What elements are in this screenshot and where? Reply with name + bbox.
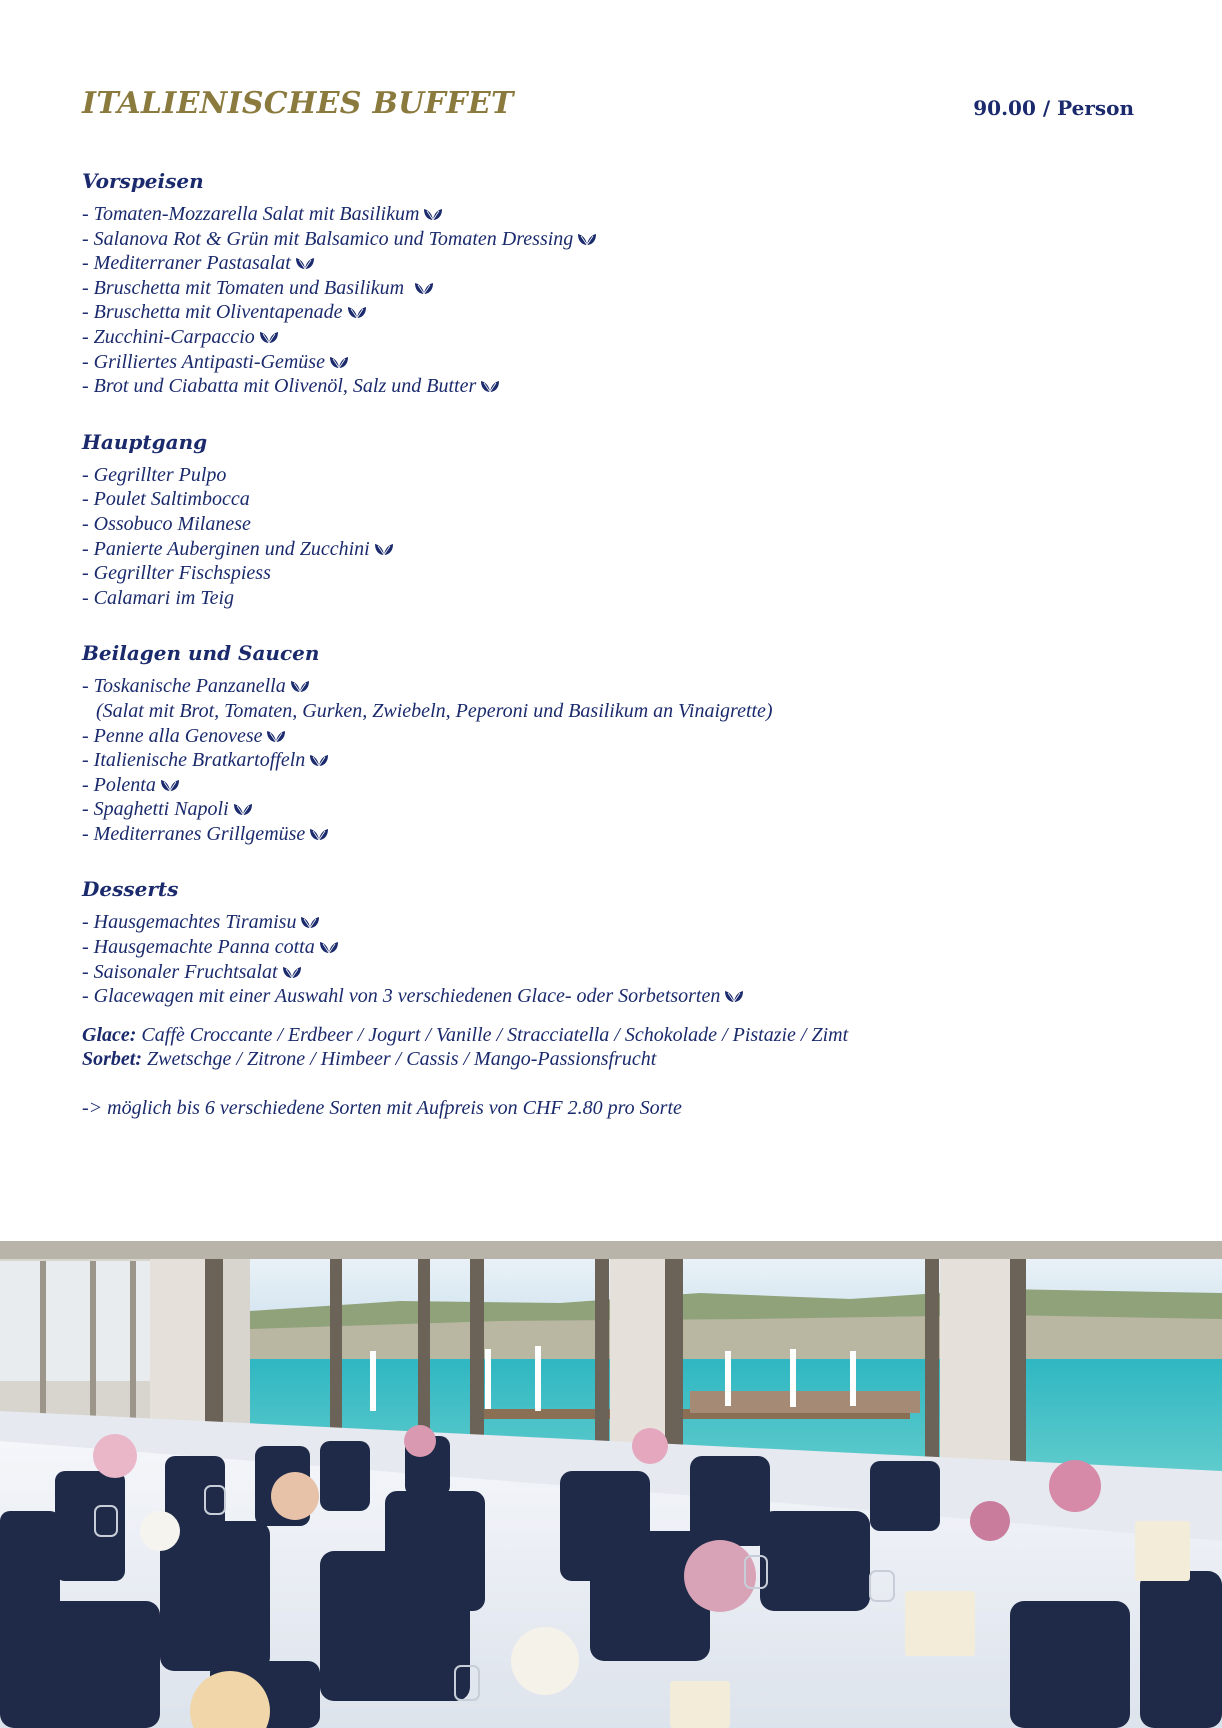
menu-item: - Saisonaler Fruchtsalat <box>82 960 1142 985</box>
vegetarian-leaf-icon <box>309 827 329 841</box>
menu-item: - Glacewagen mit einer Auswahl von 3 verschiedenen Glace- oder Sorbetsorten <box>82 984 1142 1009</box>
menu-item: - Bruschetta mit Oliventapenade <box>82 300 1142 325</box>
vegetarian-leaf-icon <box>577 232 597 246</box>
restaurant-photo <box>0 1241 1222 1728</box>
vegetarian-leaf-icon <box>282 965 302 979</box>
menu-item-description: (Salat mit Brot, Tomaten, Gurken, Zwiebeln, Peperoni und Basilikum an Vinaigrette) <box>96 699 773 722</box>
menu-item: - Gegrillter Pulpo <box>82 463 227 486</box>
section-heading: Vorspeisen <box>82 169 204 193</box>
vegetarian-leaf-icon <box>295 256 315 270</box>
sorbet-flavors: Sorbet: Zwetschge / Zitrone / Himbeer / Cassis / Mango-Passionsfrucht <box>82 1048 657 1071</box>
menu-item: - Grilliertes Antipasti-Gemüse <box>82 350 1142 375</box>
vegetarian-leaf-icon <box>319 940 339 954</box>
section-heading: Beilagen und Saucen <box>82 641 320 666</box>
menu-item: - Ossobuco Milanese <box>82 512 251 535</box>
surcharge-note: -> möglich bis 6 verschiedene Sorten mit Aufpreis von CHF 2.80 pro Sorte <box>82 1097 682 1120</box>
menu-item: - Italienische Bratkartoffeln <box>82 748 1142 773</box>
vegetarian-leaf-icon <box>374 542 394 556</box>
vegetarian-leaf-icon <box>266 729 286 743</box>
menu-item: - Spaghetti Napoli <box>82 797 1142 822</box>
glace-flavors: Glace: Caffè Croccante / Erdbeer / Jogurt / Vanille / Stracciatella / Schokolade / Pistazie / Zimt <box>82 1023 849 1046</box>
section-heading: Hauptgang <box>82 429 208 454</box>
flavor-list <box>82 1023 1142 1072</box>
menu-item: - Panierte Auberginen und Zucchini <box>82 537 1142 562</box>
section-vorspeisen <box>82 168 1142 399</box>
menu-item: - Mediterranes Grillgemüse <box>82 822 1142 847</box>
menu-item: - Tomaten-Mozzarella Salat mit Basilikum <box>82 202 1142 227</box>
section-hauptgang <box>82 429 1142 611</box>
vegetarian-leaf-icon <box>300 915 320 929</box>
menu-item: - Zucchini-Carpaccio <box>82 325 1142 350</box>
menu-item: - Hausgemachtes Tiramisu <box>82 910 1142 935</box>
section-heading: Desserts <box>82 877 179 902</box>
menu-item: - Calamari im Teig <box>82 586 235 609</box>
menu-item: - Hausgemachte Panna cotta <box>82 935 1142 960</box>
vegetarian-leaf-icon <box>233 802 253 816</box>
menu-item: - Toskanische Panzanella <box>82 674 1142 699</box>
menu-item: - Polenta <box>82 773 1142 798</box>
menu-price: 90.00 / Person <box>973 96 1134 120</box>
vegetarian-leaf-icon <box>259 330 279 344</box>
vegetarian-leaf-icon <box>329 355 349 369</box>
menu-item: - Brot und Ciabatta mit Olivenöl, Salz und Butter <box>82 374 1142 399</box>
menu-item: - Poulet Saltimbocca <box>82 488 250 511</box>
menu-item: - Penne alla Genovese <box>82 724 1142 749</box>
vegetarian-leaf-icon <box>423 207 443 221</box>
vegetarian-leaf-icon <box>724 989 744 1003</box>
vegetarian-leaf-icon <box>347 305 367 319</box>
menu-content <box>82 168 1142 1121</box>
menu-item: - Gegrillter Fischspiess <box>82 562 271 585</box>
vegetarian-leaf-icon <box>309 753 329 767</box>
menu-title: ITALIENISCHES BUFFET <box>82 86 514 121</box>
menu-item: - Salanova Rot & Grün mit Balsamico und Tomaten Dressing <box>82 227 1142 252</box>
vegetarian-leaf-icon <box>290 679 310 693</box>
section-desserts <box>82 876 1142 1008</box>
vegetarian-leaf-icon <box>414 281 434 295</box>
vegetarian-leaf-icon <box>160 778 180 792</box>
vegetarian-leaf-icon <box>480 379 500 393</box>
menu-item: - Bruschetta mit Tomaten und Basilikum <box>82 276 1142 301</box>
menu-item: - Mediterraner Pastasalat <box>82 251 1142 276</box>
section-beilagen <box>82 640 1142 846</box>
